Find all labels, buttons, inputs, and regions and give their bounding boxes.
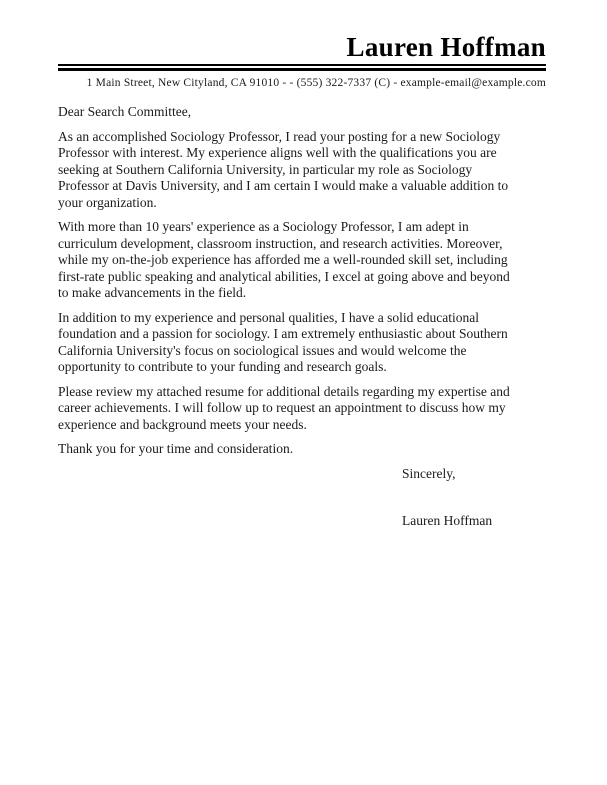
letter-paragraph <box>58 310 607 376</box>
letter-line: With more than 10 years' experience as a Sociology Professor, I am adept in <box>58 219 469 234</box>
letter-paragraph <box>58 441 607 458</box>
letter-line: Please review my attached resume for additional details regarding my expertise and <box>58 383 510 399</box>
letter-line: Professor with interest. My experience aligns well with the qualifications you are <box>58 145 497 160</box>
letter-line: curriculum development, classroom instruction, and research activities. Moreover, <box>58 235 503 251</box>
paragraphs-container <box>58 129 607 458</box>
letter-line: first-rate public speaking and analytical abilities, I excel at going above and beyond <box>58 268 510 284</box>
letter-line: career achievements. I will follow up to request an appointment to discuss how my <box>58 400 506 415</box>
letter-line: to make advancements in the field. <box>58 285 247 300</box>
letter-paragraph <box>58 384 607 434</box>
sender-name: Lauren Hoffman <box>346 32 546 62</box>
greeting-line: Dear Search Committee, <box>58 104 192 119</box>
letter-header <box>0 0 607 90</box>
letter-body <box>0 90 607 530</box>
letter-line: Professor at Davis University, and I am certain I would make a valuable addition to <box>58 178 509 193</box>
closing-salutation: Sincerely, <box>402 465 456 481</box>
letter-paragraph <box>58 219 607 302</box>
letter-line: your organization. <box>58 194 157 210</box>
letter-line: seeking at Southern California University, in particular my role as Sociology <box>58 161 473 177</box>
letter-line: In addition to my experience and personal qualities, I have a solid educational <box>58 309 479 325</box>
letter-line: opportunity to contribute to your funding and research goals. <box>58 359 387 374</box>
letter-line: California University's focus on sociological issues and would welcome the <box>58 342 467 358</box>
letter-line: while my on-the-job experience has afforded me a well-rounded skill set, including <box>58 252 508 267</box>
signature-name: Lauren Hoffman <box>402 513 493 528</box>
letter-line: As an accomplished Sociology Professor, I read your posting for a new Sociology <box>58 128 501 144</box>
contact-info-line: 1 Main Street, New Cityland, CA 91010 - - (555) 322-7337 (C) - example-email@example.com <box>86 77 546 89</box>
letter-paragraph <box>58 129 607 212</box>
letter-line: experience and background meets your needs. <box>58 416 307 432</box>
header-double-rule <box>58 64 546 71</box>
letter-line: foundation and a passion for sociology. I am extremely enthusiastic about Southern <box>58 326 508 341</box>
letter-line: Thank you for your time and consideration. <box>58 441 294 456</box>
